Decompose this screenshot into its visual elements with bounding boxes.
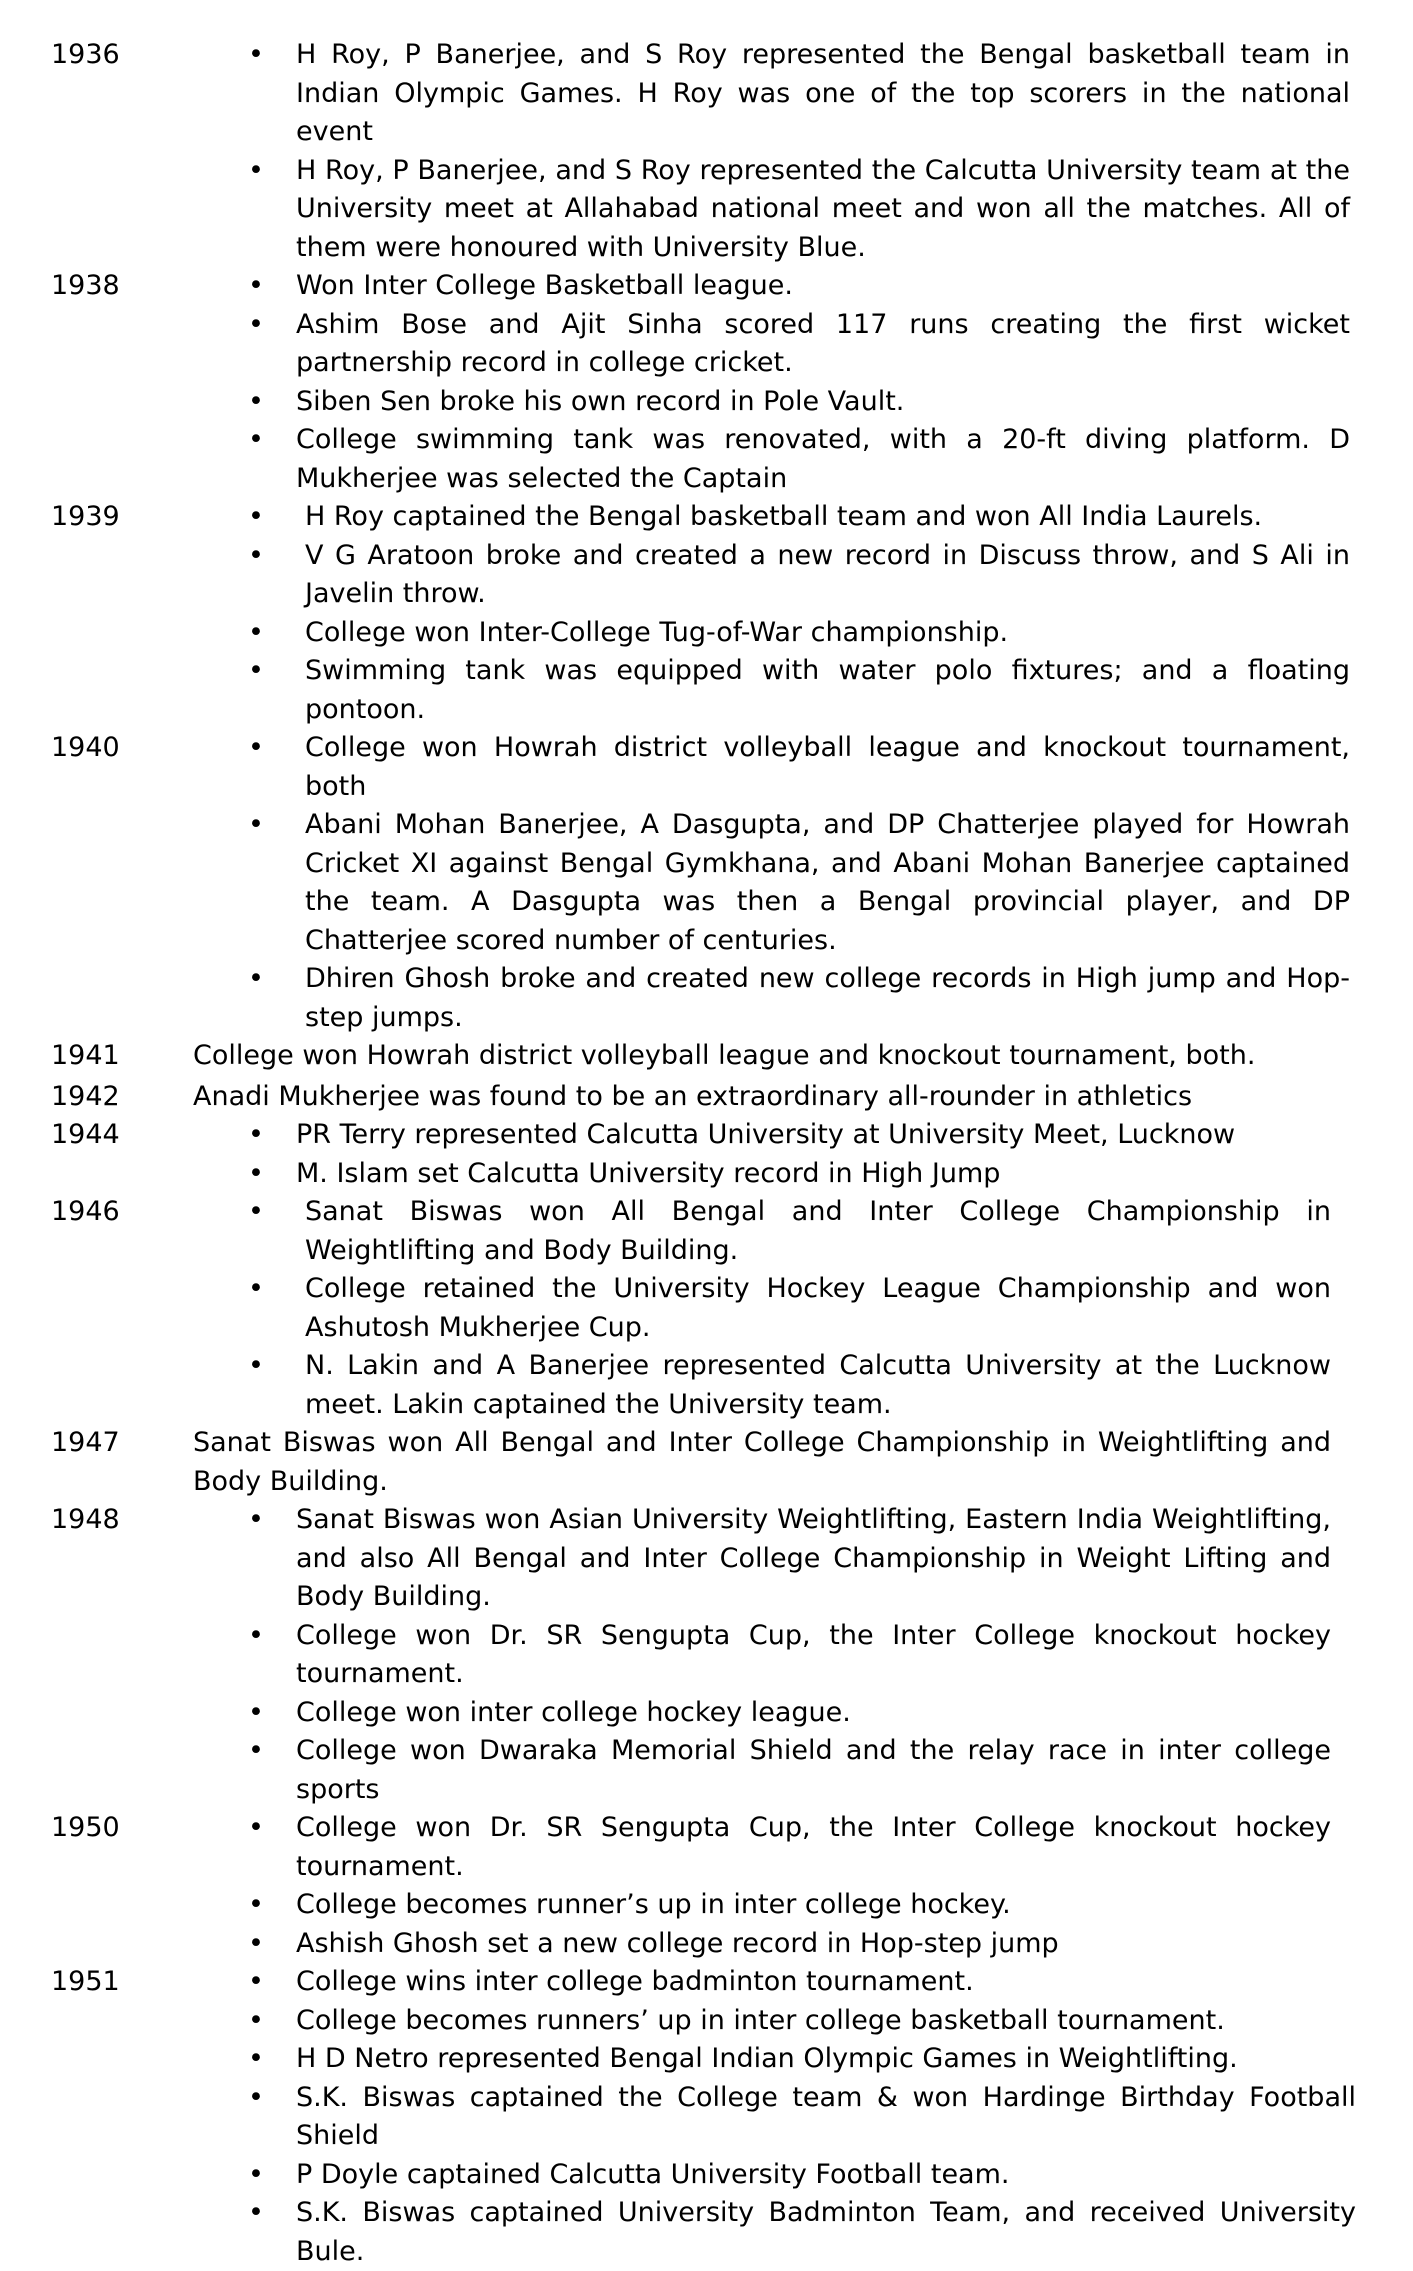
bullet-icon: • bbox=[248, 1504, 264, 1535]
list-item bbox=[248, 1732, 1331, 1809]
list-item bbox=[248, 652, 1350, 729]
bullet-icon: • bbox=[248, 2197, 264, 2228]
year-label: 1940 bbox=[51, 732, 120, 763]
bullet-icon: • bbox=[248, 270, 264, 301]
bullet-icon: • bbox=[248, 1273, 264, 1304]
year-label: 1950 bbox=[51, 1812, 120, 1843]
bullet-icon: • bbox=[248, 1119, 264, 1150]
item-text: College won Dwaraka Memorial Shield and the relay race in inter college sports bbox=[296, 1735, 1331, 1805]
year-entry bbox=[0, 729, 1413, 1037]
entry-text: College won Howrah district volleyball league and knockout tournament, both. bbox=[193, 1040, 1256, 1071]
list-item bbox=[248, 267, 1350, 306]
year-entry bbox=[0, 1424, 1413, 1501]
year-entry bbox=[0, 1193, 1413, 1424]
item-text: College won Dr. SR Sengupta Cup, the Inter College knockout hockey tournament. bbox=[296, 1619, 1331, 1689]
item-text: College swimming tank was renovated, with a 20-ft diving platform. D Mukherjee was selected the Captain bbox=[296, 424, 1350, 494]
bullet-icon: • bbox=[248, 655, 264, 686]
item-text: College won inter college hockey league. bbox=[296, 1696, 851, 1728]
bullet-icon: • bbox=[248, 154, 264, 186]
item-text: H Roy, P Banerjee, and S Roy represented the Bengal basketball team in Indian Olympic Games. H Roy was one of the top scorers in the national event bbox=[296, 39, 1350, 147]
bullet-icon: • bbox=[248, 2158, 264, 2190]
bullet-icon: • bbox=[248, 539, 264, 571]
list-item bbox=[248, 383, 1350, 422]
item-text: Dhiren Ghosh broke and created new college records in High jump and Hop-step jumps. bbox=[305, 963, 1350, 1033]
bullet-icon: • bbox=[248, 385, 264, 417]
item-text: S.K. Biswas captained the College team & won Hardinge Birthday Football Shield bbox=[296, 2081, 1356, 2151]
list-item bbox=[248, 1501, 1331, 1617]
list-item bbox=[248, 2002, 1356, 2041]
year-label: 1946 bbox=[51, 1196, 120, 1227]
list-item bbox=[248, 152, 1350, 268]
item-text: College won Dr. SR Sengupta Cup, the Inter College knockout hockey tournament. bbox=[296, 1812, 1331, 1882]
item-text: PR Terry represented Calcutta University at University Meet, Lucknow bbox=[296, 1119, 1236, 1150]
list-item bbox=[248, 1886, 1331, 1925]
year-entry bbox=[0, 1078, 1413, 1117]
item-text: H Roy, P Banerjee, and S Roy represented the Calcutta University team at the University meet at Allahabad national meet and won all the matches. All of them were honoured with University Blue. bbox=[296, 154, 1350, 263]
year-label: 1951 bbox=[51, 1966, 120, 1997]
bullet-icon: • bbox=[248, 1196, 264, 1227]
bullet-icon: • bbox=[248, 1350, 264, 1381]
bullet-icon: • bbox=[248, 1889, 264, 1920]
year-label: 1936 bbox=[51, 39, 120, 70]
list-item bbox=[248, 2156, 1356, 2195]
item-text: H D Netro represented Bengal Indian Olympic Games in Weightlifting. bbox=[296, 2043, 1238, 2074]
year-entry bbox=[0, 1116, 1413, 1193]
bullet-icon: • bbox=[248, 39, 264, 70]
item-text: College becomes runners’ up in inter college basketball tournament. bbox=[296, 2004, 1225, 2036]
bullet-icon: • bbox=[248, 308, 264, 340]
list-item bbox=[248, 729, 1350, 806]
item-text: P Doyle captained Calcutta University Football team. bbox=[296, 2158, 1010, 2190]
bullet-icon: • bbox=[248, 1619, 264, 1651]
list-item bbox=[248, 1925, 1331, 1964]
item-text: College becomes runner’s up in inter college hockey. bbox=[296, 1889, 1011, 1920]
list-item bbox=[248, 36, 1350, 152]
bullet-icon: • bbox=[248, 1696, 264, 1728]
item-text: M. Islam set Calcutta University record in High Jump bbox=[296, 1157, 1001, 1189]
entry-text: Sanat Biswas won All Bengal and Inter College Championship in Weightlifting and Body Building. bbox=[193, 1427, 1331, 1497]
item-text: Ashim Bose and Ajit Sinha scored 117 runs creating the first wicket partnership record in college cricket. bbox=[296, 308, 1350, 378]
list-item bbox=[248, 537, 1350, 614]
item-text: Ashish Ghosh set a new college record in Hop-step jump bbox=[296, 1927, 1059, 1959]
bullet-icon: • bbox=[248, 963, 264, 994]
item-text: Won Inter College Basketball league. bbox=[296, 270, 793, 301]
year-label: 1947 bbox=[51, 1427, 120, 1458]
item-text: Swimming tank was equipped with water polo fixtures; and a floating pontoon. bbox=[305, 655, 1350, 725]
list-item bbox=[248, 2040, 1356, 2079]
year-entry bbox=[0, 1501, 1413, 1809]
item-text: Abani Mohan Banerjee, A Dasgupta, and DP Chatterjee played for Howrah Cricket XI against Bengal Gymkhana, and Abani Mohan Banerjee captained the team. A Dasgupta was then a Bengal provincial player, and DP Chatterjee scored number of centuries. bbox=[305, 809, 1350, 956]
bullet-icon: • bbox=[248, 2043, 264, 2074]
bullet-icon: • bbox=[248, 732, 264, 763]
year-entry bbox=[0, 267, 1413, 498]
list-item bbox=[248, 960, 1350, 1037]
bullet-icon: • bbox=[248, 2004, 264, 2036]
bullet-icon: • bbox=[248, 1966, 264, 1997]
item-text: H Roy captained the Bengal basketball team and won All India Laurels. bbox=[305, 501, 1263, 532]
list-item bbox=[248, 614, 1350, 653]
item-text: College retained the University Hockey League Championship and won Ashutosh Mukherjee Cup. bbox=[305, 1273, 1331, 1343]
year-label: 1944 bbox=[51, 1119, 120, 1150]
bullet-icon: • bbox=[248, 501, 264, 532]
bullet-icon: • bbox=[248, 1927, 264, 1959]
bullet-icon: • bbox=[248, 809, 264, 840]
year-label: 1942 bbox=[51, 1080, 120, 1112]
list-item bbox=[248, 1617, 1331, 1694]
year-entry bbox=[0, 1809, 1413, 1963]
list-item bbox=[248, 1193, 1331, 1270]
item-text: Sanat Biswas won Asian University Weightlifting, Eastern India Weightlifting, and also All Bengal and Inter College Championship in Weight Lifting and Body Building. bbox=[296, 1504, 1331, 1612]
bullet-icon: • bbox=[248, 1735, 264, 1766]
list-item bbox=[248, 1347, 1331, 1424]
list-item bbox=[248, 306, 1350, 383]
list-item bbox=[248, 1694, 1331, 1733]
item-text: Sanat Biswas won All Bengal and Inter College Championship in Weightlifting and Body Building. bbox=[305, 1196, 1331, 1266]
year-label: 1939 bbox=[51, 501, 120, 532]
item-text: V G Aratoon broke and created a new record in Discuss throw, and S Ali in Javelin throw. bbox=[305, 539, 1350, 609]
list-item bbox=[248, 1270, 1331, 1347]
year-entry bbox=[0, 36, 1413, 267]
year-entry bbox=[0, 498, 1413, 729]
list-item bbox=[248, 421, 1350, 498]
year-entry bbox=[0, 1963, 1413, 2271]
list-item bbox=[248, 2194, 1356, 2271]
list-item bbox=[248, 1963, 1356, 2002]
item-text: College won Inter-College Tug-of-War championship. bbox=[305, 616, 1009, 648]
item-text: N. Lakin and A Banerjee represented Calcutta University at the Lucknow meet. Lakin captained the University team. bbox=[305, 1350, 1331, 1420]
year-entry bbox=[0, 1037, 1413, 1076]
year-label: 1948 bbox=[51, 1504, 120, 1535]
list-item bbox=[248, 1155, 1341, 1194]
bullet-icon: • bbox=[248, 616, 264, 648]
bullet-icon: • bbox=[248, 1157, 264, 1189]
year-label: 1941 bbox=[51, 1040, 120, 1071]
bullet-icon: • bbox=[248, 2081, 264, 2113]
list-item bbox=[248, 1809, 1331, 1886]
bullet-icon: • bbox=[248, 424, 264, 455]
item-text: S.K. Biswas captained University Badminton Team, and received University Bule. bbox=[296, 2197, 1356, 2267]
bullet-icon: • bbox=[248, 1812, 264, 1843]
entry-text: Anadi Mukherjee was found to be an extraordinary all-rounder in athletics bbox=[193, 1080, 1193, 1112]
list-item bbox=[248, 1116, 1341, 1155]
list-item bbox=[248, 498, 1350, 537]
list-item bbox=[248, 806, 1350, 960]
year-label: 1938 bbox=[51, 270, 120, 301]
item-text: College wins inter college badminton tournament. bbox=[296, 1966, 974, 1997]
list-item bbox=[248, 2079, 1356, 2156]
item-text: Siben Sen broke his own record in Pole Vault. bbox=[296, 385, 905, 417]
item-text: College won Howrah district volleyball league and knockout tournament, both bbox=[305, 732, 1350, 802]
